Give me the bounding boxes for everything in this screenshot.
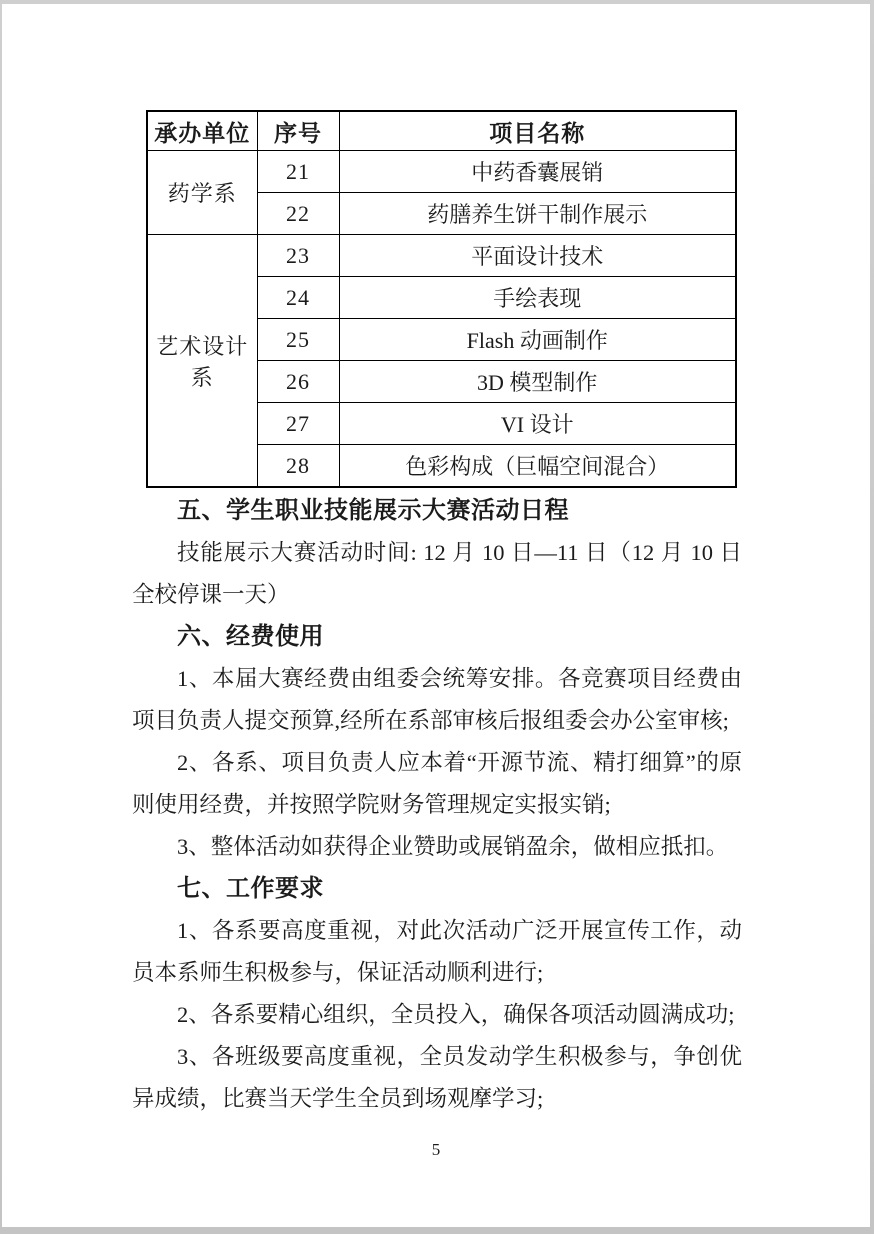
- no-cell: 26: [257, 361, 339, 403]
- paragraph: 1、各系要高度重视，对此次活动广泛开展宣传工作，动员本系师生积极参与，保证活动顺利进行;: [132, 918, 742, 985]
- project-table: [146, 110, 737, 488]
- col-header-no: 序号: [257, 111, 339, 151]
- document-page: [2, 4, 870, 1227]
- no-cell: 24: [257, 277, 339, 319]
- section-heading-7: 七、工作要求: [177, 875, 324, 902]
- no-cell: 22: [257, 193, 339, 235]
- name-cell: 3D 模型制作: [339, 361, 736, 403]
- paragraph: 3、各班级要高度重视，全员发动学生积极参与，争创优异成绩，比赛当天学生全员到场观摩学习;: [132, 1044, 742, 1111]
- name-cell: 平面设计技术: [339, 235, 736, 277]
- paragraph: 1、本届大赛经费由组委会统筹安排。各竞赛项目经费由项目负责人提交预算,经所在系部审核后报组委会办公室审核;: [132, 666, 742, 733]
- no-cell: 27: [257, 403, 339, 445]
- table-row: [147, 235, 736, 277]
- page-number: 5: [431, 1140, 441, 1159]
- no-cell: 23: [257, 235, 339, 277]
- name-cell: VI 设计: [339, 403, 736, 445]
- unit-cell: 艺术设计系: [147, 235, 257, 488]
- paragraph: 2、各系、项目负责人应本着“开源节流、精打细算”的原则使用经费，并按照学院财务管理规定实报实销;: [132, 750, 742, 817]
- col-header-name: 项目名称: [339, 111, 736, 151]
- table-row: [147, 151, 736, 193]
- name-cell: 色彩构成（巨幅空间混合）: [339, 445, 736, 488]
- unit-cell: 药学系: [147, 151, 257, 235]
- section-heading-5: 五、学生职业技能展示大赛活动日程: [177, 497, 569, 524]
- paragraph: 3、整体活动如获得企业赞助或展销盈余，做相应抵扣。: [177, 834, 729, 859]
- no-cell: 25: [257, 319, 339, 361]
- paragraph: 技能展示大赛活动时间: 12 月 10 日—11 日（12 月 10 日全校停课一天）: [132, 540, 742, 607]
- paragraph: 2、各系要精心组织，全员投入，确保各项活动圆满成功;: [177, 1002, 735, 1027]
- name-cell: 手绘表现: [339, 277, 736, 319]
- no-cell: 28: [257, 445, 339, 488]
- no-cell: 21: [257, 151, 339, 193]
- col-header-unit: 承办单位: [147, 111, 257, 151]
- name-cell: 中药香囊展销: [339, 151, 736, 193]
- name-cell: Flash 动画制作: [339, 319, 736, 361]
- table-header-row: [147, 111, 736, 151]
- name-cell: 药膳养生饼干制作展示: [339, 193, 736, 235]
- section-heading-6: 六、经费使用: [177, 623, 324, 650]
- document-body: [132, 490, 742, 1120]
